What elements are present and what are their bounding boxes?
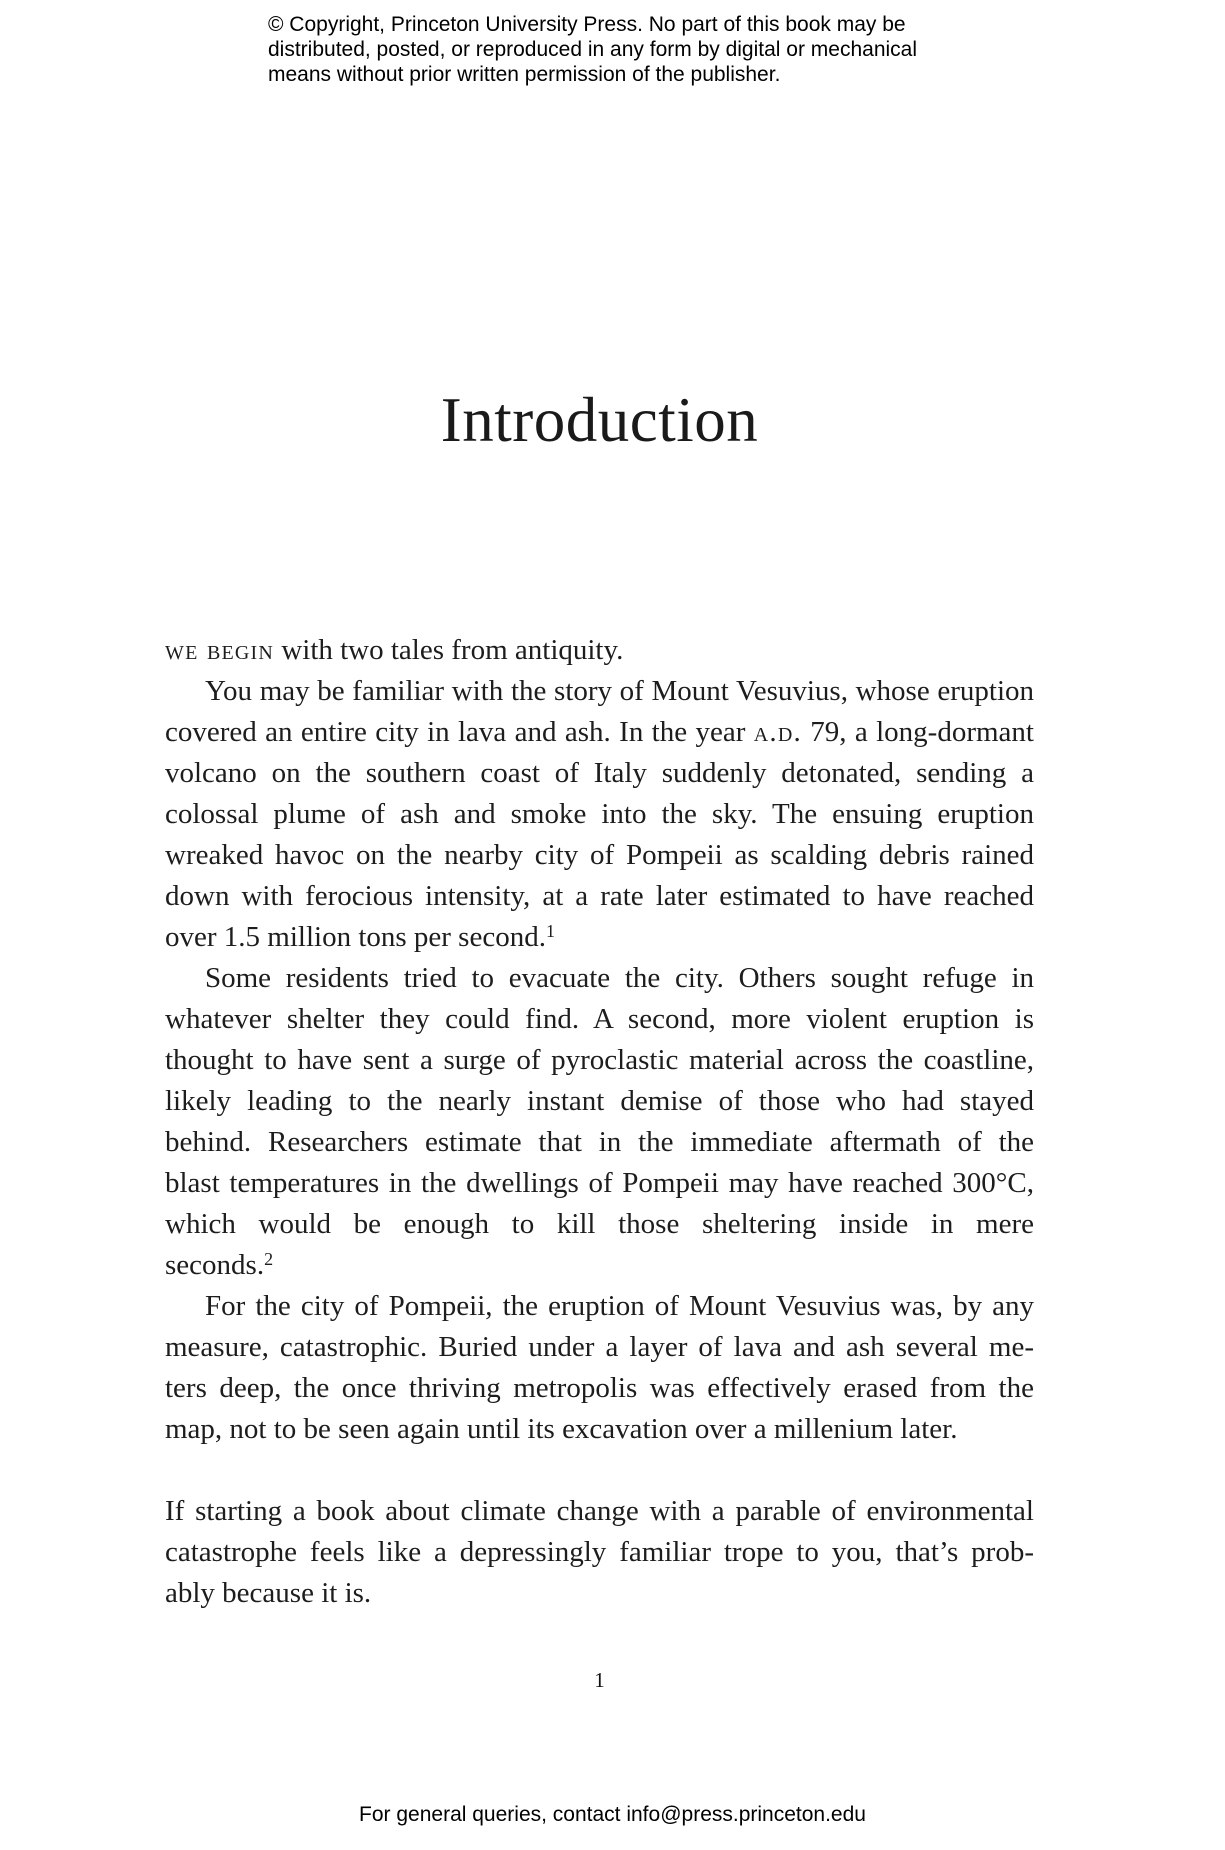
- body-line: [165, 794, 1034, 835]
- text-run: seconds.: [165, 1249, 265, 1281]
- body-line: [165, 1245, 1034, 1286]
- text-run: For the city of Pompeii, the eruption of Mount Vesuvius was, by any: [205, 1290, 1034, 1322]
- text-run: If starting a book about climate change with a parable of environmental: [165, 1495, 1034, 1527]
- body-line: [165, 1081, 1034, 1122]
- copyright-line: © Copyright, Princeton University Press. No part of this book may be: [268, 13, 906, 36]
- body-text: [165, 630, 1034, 1614]
- body-line: [165, 1409, 1034, 1450]
- body-line: [165, 1040, 1034, 1081]
- body-line: [165, 958, 1034, 999]
- text-run: likely leading to the nearly instant demise of those who had stayed: [165, 1085, 1034, 1117]
- body-line: [165, 1122, 1034, 1163]
- text-run: blast temperatures in the dwellings of Pompeii may have reached 300°C,: [165, 1167, 1034, 1199]
- body-line: [165, 1327, 1034, 1368]
- copyright-line: means without prior written permission of the publisher.: [268, 63, 781, 86]
- body-line: [165, 1491, 1034, 1532]
- smallcaps-text: we begin: [165, 634, 275, 666]
- text-run: behind. Researchers estimate that in the immediate aftermath of the: [165, 1126, 1034, 1158]
- chapter-title: Introduction: [440, 385, 759, 456]
- page-number: 1: [594, 1668, 605, 1692]
- body-line: [165, 753, 1034, 794]
- text-run: which would be enough to kill those sheltering inside in mere: [165, 1208, 1034, 1240]
- body-line: [165, 671, 1034, 712]
- text-run: down with ferocious intensity, at a rate later estimated to have reached: [165, 880, 1034, 912]
- copyright-notice: [268, 12, 917, 87]
- body-line: [165, 630, 1034, 671]
- text-run: covered an entire city in lava and ash. In the year: [165, 716, 754, 748]
- footnote-marker: 1: [545, 921, 555, 942]
- body-line: [165, 1532, 1034, 1573]
- smallcaps-text: a.d.: [753, 716, 802, 748]
- text-run: wreaked havoc on the nearby city of Pompeii as scalding debris rained: [165, 839, 1034, 871]
- text-run: map, not to be seen again until its excavation over a millenium later.: [165, 1413, 958, 1445]
- text-run: with two tales from antiquity.: [274, 634, 624, 666]
- footnote-marker: 2: [264, 1249, 274, 1270]
- text-run: You may be familiar with the story of Mount Vesuvius, whose eruption: [205, 675, 1034, 707]
- text-run: ters deep, the once thriving metropolis was effectively erased from the: [165, 1372, 1034, 1404]
- body-line: [165, 1204, 1034, 1245]
- text-run: volcano on the southern coast of Italy suddenly detonated, sending a: [165, 757, 1034, 789]
- copyright-line: distributed, posted, or reproduced in any form by digital or mechanical: [268, 38, 918, 61]
- text-run: thought to have sent a surge of pyroclastic material across the coastline,: [165, 1044, 1034, 1076]
- body-line: [165, 835, 1034, 876]
- body-line: [165, 1573, 1034, 1614]
- text-run: catastrophe feels like a depressingly familiar trope to you, that’s prob-: [165, 1536, 1034, 1568]
- text-run: measure, catastrophic. Buried under a layer of lava and ash several me-: [165, 1331, 1034, 1363]
- text-run: over 1.5 million tons per second.: [165, 921, 546, 953]
- body-line: [165, 917, 1034, 958]
- text-run: Some residents tried to evacuate the city. Others sought refuge in: [205, 962, 1034, 994]
- body-line: [165, 876, 1034, 917]
- text-run: whatever shelter they could find. A second, more violent eruption is: [165, 1003, 1034, 1035]
- text-run: ably because it is.: [165, 1577, 372, 1609]
- footer-contact-line: For general queries, contact info@press.princeton.edu: [359, 1803, 866, 1826]
- body-line: [165, 1368, 1034, 1409]
- body-line: [165, 1286, 1034, 1327]
- text-run: 79, a long-dormant: [801, 716, 1034, 748]
- text-run: colossal plume of ash and smoke into the sky. The ensuing eruption: [165, 798, 1034, 830]
- body-line: [165, 1163, 1034, 1204]
- body-line: [165, 999, 1034, 1040]
- body-line: [165, 712, 1034, 753]
